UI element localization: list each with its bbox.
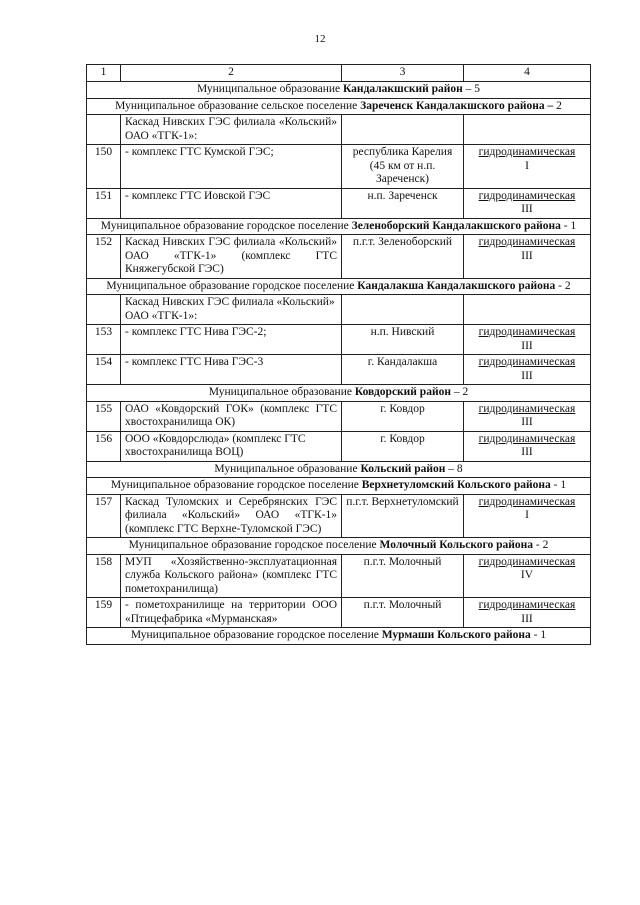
section-row	[87, 82, 591, 99]
section-row	[87, 218, 591, 235]
object-location: н.п. Нивский	[342, 325, 464, 355]
section-title: Кандалакша Кандалакшского района	[357, 279, 556, 292]
hazard-class: III	[521, 416, 533, 428]
section-prefix: Муниципальное образование	[208, 386, 355, 398]
table-row	[87, 115, 591, 145]
section-count: – 8	[445, 462, 463, 475]
row-number: 152	[87, 235, 121, 279]
section-row	[87, 98, 591, 115]
object-name: - комплекс ГТС Иовской ГЭС	[121, 188, 342, 218]
table-row	[87, 325, 591, 355]
page-number: 12	[314, 33, 326, 45]
hazard-cell	[464, 145, 591, 189]
header-col-3: 3	[342, 65, 464, 82]
hazard-class: III	[521, 369, 533, 382]
section-prefix: Муниципальное образование сельское поселение	[115, 99, 361, 112]
row-number: 157	[87, 494, 121, 538]
hazard-class: IV	[520, 569, 534, 581]
section-row	[87, 461, 591, 478]
section-count: - 2	[533, 539, 549, 551]
section-row	[87, 478, 591, 495]
table-row	[87, 401, 591, 431]
section-count: – 5	[462, 83, 481, 95]
object-name: Каскад Нивских ГЭС филиала «Кольский» ОАО «ТГК-1»:	[121, 115, 342, 145]
hazard-type: гидродинамическая	[478, 555, 576, 568]
section-title: Кандалакшский район	[343, 83, 463, 95]
table-row	[87, 494, 591, 538]
object-name: - комплекс ГТС Нива ГЭС-3	[121, 355, 342, 385]
section-prefix: Муниципальное образование	[214, 462, 361, 475]
object-location: г. Ковдор	[342, 401, 464, 431]
object-location: г. Кандалакша	[342, 355, 464, 385]
section-title: Молочный Кольского района	[379, 539, 533, 551]
object-name: - пометохранилище на территории ООО «Птицефабрика «Мурманская»	[121, 598, 342, 628]
section-prefix: Муниципальное образование городское поселение	[130, 629, 382, 641]
hazard-cell	[464, 325, 591, 355]
row-number: 154	[87, 355, 121, 385]
section-title: Верхнетуломский Кольского района	[361, 479, 551, 491]
row-number: 156	[87, 431, 121, 461]
hazard-cell	[464, 355, 591, 385]
section-count: 2	[553, 99, 562, 112]
table-row	[87, 295, 591, 325]
hazard-cell	[464, 431, 591, 461]
hazard-class: III	[521, 203, 533, 215]
section-count: - 1	[550, 479, 567, 491]
object-name: Каскад Нивских ГЭС филиала «Кольский» ОАО «ТГК-1»:	[121, 295, 342, 325]
section-count: - 2	[555, 279, 571, 292]
hazard-type: гидродинамическая	[478, 189, 576, 202]
section-title: Зеленоборский Кандалакшского района	[351, 219, 561, 232]
hazard-cell	[464, 401, 591, 431]
hazard-objects-table	[86, 64, 591, 645]
hazard-type: гидродинамическая	[478, 495, 576, 508]
hazard-cell	[464, 235, 591, 279]
hazard-class: III	[521, 249, 533, 262]
object-name: - комплекс ГТС Нива ГЭС-2;	[121, 325, 342, 355]
object-location: республика Карелия (45 км от н.п. Зареченск)	[342, 145, 464, 189]
section-title: Ковдорский район	[354, 386, 451, 398]
hazard-cell	[464, 598, 591, 628]
hazard-type: гидродинамическая	[478, 236, 576, 248]
row-number: 151	[87, 188, 121, 218]
section-row	[87, 278, 591, 295]
object-name: Каскад Туломских и Серебрянских ГЭС филиала «Кольский» ОАО «ТГК-1» (комплекс ГТС Верхне-Туломской ГЭС)	[121, 494, 342, 538]
row-number: 159	[87, 598, 121, 628]
table-row	[87, 598, 591, 628]
object-name: - комплекс ГТС Кумской ГЭС;	[121, 145, 342, 189]
section-prefix: Муниципальное образование	[196, 83, 343, 95]
table-row	[87, 145, 591, 189]
row-number: 153	[87, 325, 121, 355]
object-name: ОАО «Ковдорский ГОК» (комплекс ГТС хвостохранилища ОК)	[121, 401, 342, 431]
section-count: – 2	[450, 386, 469, 398]
section-title: Мурмаши Кольского района	[381, 629, 531, 641]
hazard-cell	[464, 494, 591, 538]
object-location: п.г.т. Зеленоборский	[342, 235, 464, 279]
header-col-4: 4	[464, 65, 591, 82]
table-row	[87, 235, 591, 279]
section-prefix: Муниципальное образование городское поселение	[100, 219, 352, 232]
hazard-class: III	[521, 446, 533, 458]
object-name: МУП «Хозяйственно-эксплуатационная служба Кольского района» (комплекс ГТС пометохранилища)	[121, 554, 342, 598]
section-row	[87, 538, 591, 555]
section-row	[87, 628, 591, 645]
section-count: - 1	[560, 219, 577, 232]
hazard-cell	[464, 188, 591, 218]
object-location: п.г.т. Молочный	[342, 554, 464, 598]
hazard-cell	[464, 554, 591, 598]
section-row	[87, 385, 591, 402]
table-row	[87, 355, 591, 385]
row-number: 150	[87, 145, 121, 189]
section-prefix: Муниципальное образование городское поселение	[106, 279, 358, 292]
object-location: п.г.т. Молочный	[342, 598, 464, 628]
header-col-2: 2	[121, 65, 342, 82]
table-row	[87, 188, 591, 218]
object-location: п.г.т. Верхнетуломский	[342, 494, 464, 538]
object-location: г. Ковдор	[342, 431, 464, 461]
hazard-type: гидродинамическая	[478, 146, 576, 158]
hazard-class: III	[521, 612, 533, 625]
row-number: 155	[87, 401, 121, 431]
hazard-class: I	[525, 159, 529, 172]
hazard-class: I	[525, 509, 529, 521]
section-count: - 1	[530, 629, 547, 641]
section-title: Зареченск Кандалакшского района –	[360, 99, 554, 112]
row-number: 158	[87, 554, 121, 598]
hazard-type: гидродинамическая	[478, 356, 576, 368]
hazard-type: гидродинамическая	[478, 432, 576, 445]
header-col-1: 1	[87, 65, 121, 82]
table-row	[87, 431, 591, 461]
section-prefix: Муниципальное образование городское поселение	[110, 479, 362, 491]
header-row	[87, 65, 591, 82]
hazard-type: гидродинамическая	[478, 326, 576, 338]
section-prefix: Муниципальное образование городское поселение	[128, 539, 380, 551]
object-name: ООО «Ковдорслюда» (комплекс ГТС хвостохранилища ВОЦ)	[121, 431, 342, 461]
hazard-type: гидродинамическая	[478, 402, 576, 415]
hazard-type: гидродинамическая	[478, 599, 576, 611]
object-name: Каскад Нивских ГЭС филиала «Кольский» ОАО «ТГК-1» (комплекс ГТС Княжегубской ГЭС)	[121, 235, 342, 279]
hazard-class: III	[521, 339, 533, 352]
table-row	[87, 554, 591, 598]
object-location: н.п. Зареченск	[342, 188, 464, 218]
section-title: Кольский район	[360, 462, 446, 475]
